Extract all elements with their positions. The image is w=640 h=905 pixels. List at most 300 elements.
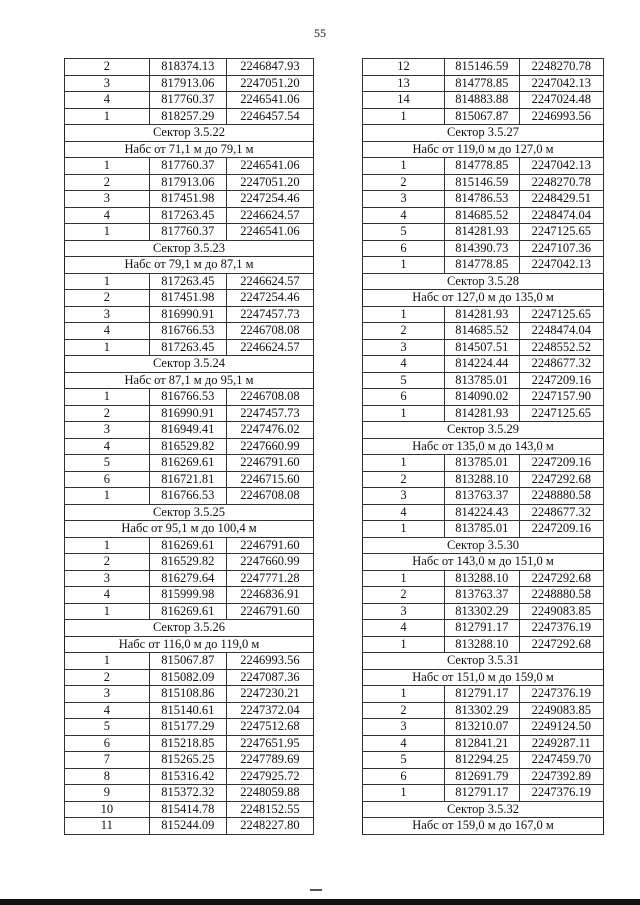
- coordinate-row: [363, 455, 604, 472]
- coordinate-y: 2246836.91: [226, 587, 313, 604]
- coordinate-x: 813302.29: [444, 702, 519, 719]
- point-number: 2: [65, 405, 150, 422]
- sector-heading-row: [363, 290, 604, 307]
- point-number: 2: [363, 323, 445, 340]
- coordinate-x: 814685.52: [444, 323, 519, 340]
- coordinate-row: [363, 504, 604, 521]
- coordinate-y: 2247209.16: [519, 455, 603, 472]
- coordinate-y: 2247512.68: [226, 719, 313, 736]
- sector-heading: Сектор 3.5.32: [363, 801, 604, 818]
- coordinate-x: 814685.52: [444, 207, 519, 224]
- coordinate-y: 2248474.04: [519, 323, 603, 340]
- point-number: 1: [65, 224, 150, 241]
- coordinate-y: 2247457.73: [226, 306, 313, 323]
- sector-heading: Сектор 3.5.25: [65, 504, 314, 521]
- sector-heading-row: [363, 438, 604, 455]
- coordinate-x: 812791.17: [444, 686, 519, 703]
- coordinate-y: 2246993.56: [226, 653, 313, 670]
- coordinate-x: 816990.91: [149, 306, 226, 323]
- coordinate-x: 813288.10: [444, 636, 519, 653]
- coordinate-y: 2246624.57: [226, 207, 313, 224]
- point-number: 1: [363, 686, 445, 703]
- coordinate-row: [65, 471, 314, 488]
- coordinate-x: 813785.01: [444, 521, 519, 538]
- sector-heading: Набс от 71,1 м до 79,1 м: [65, 141, 314, 158]
- coordinate-y: 2246791.60: [226, 537, 313, 554]
- coordinate-row: [65, 719, 314, 736]
- coordinate-x: 815999.98: [149, 587, 226, 604]
- coordinate-row: [363, 603, 604, 620]
- coordinate-x: 817451.98: [149, 290, 226, 307]
- point-number: 6: [65, 471, 150, 488]
- coordinate-x: 814224.44: [444, 356, 519, 373]
- point-number: 1: [363, 108, 445, 125]
- coordinate-y: 2248677.32: [519, 504, 603, 521]
- coordinate-x: 816279.64: [149, 570, 226, 587]
- sector-heading-row: [363, 554, 604, 571]
- sector-heading-row: [65, 372, 314, 389]
- coordinates-table-left: [64, 58, 314, 835]
- coordinate-x: 818257.29: [149, 108, 226, 125]
- coordinate-row: [363, 59, 604, 76]
- coordinate-y: 2247042.13: [519, 158, 603, 175]
- sector-heading-row: [65, 125, 314, 142]
- point-number: 1: [65, 158, 150, 175]
- coordinate-row: [363, 372, 604, 389]
- coordinate-x: 812691.79: [444, 768, 519, 785]
- coordinate-row: [65, 752, 314, 769]
- coordinate-x: 814786.53: [444, 191, 519, 208]
- coordinate-x: 813763.37: [444, 488, 519, 505]
- point-number: 3: [65, 422, 150, 439]
- coordinate-y: 2247376.19: [519, 620, 603, 637]
- coordinate-y: 2247771.28: [226, 570, 313, 587]
- sector-heading-row: [363, 669, 604, 686]
- coordinate-x: 816766.53: [149, 488, 226, 505]
- coordinate-x: 815265.25: [149, 752, 226, 769]
- coordinate-row: [363, 191, 604, 208]
- coordinate-row: [65, 158, 314, 175]
- coordinate-x: 817760.37: [149, 158, 226, 175]
- coordinate-row: [65, 59, 314, 76]
- coordinate-y: 2248880.58: [519, 587, 603, 604]
- point-number: 11: [65, 818, 150, 835]
- point-number: 4: [65, 92, 150, 109]
- point-number: 1: [65, 273, 150, 290]
- coordinate-row: [363, 306, 604, 323]
- coordinate-x: 816721.81: [149, 471, 226, 488]
- footer-mark: [310, 889, 322, 891]
- coordinates-table-right-body: [363, 59, 604, 835]
- sector-heading: Набс от 135,0 м до 143,0 м: [363, 438, 604, 455]
- coordinate-y: 2247660.99: [226, 438, 313, 455]
- sector-heading: Сектор 3.5.30: [363, 537, 604, 554]
- coordinate-y: 2247209.16: [519, 521, 603, 538]
- coordinate-x: 814778.85: [444, 75, 519, 92]
- coordinate-row: [65, 702, 314, 719]
- point-number: 3: [363, 603, 445, 620]
- point-number: 3: [363, 488, 445, 505]
- coordinate-row: [65, 735, 314, 752]
- coordinate-x: 814390.73: [444, 240, 519, 257]
- coordinate-y: 2247789.69: [226, 752, 313, 769]
- coordinate-y: 2247125.65: [519, 224, 603, 241]
- sector-heading-row: [65, 356, 314, 373]
- coordinate-row: [65, 323, 314, 340]
- coordinate-x: 815146.59: [444, 174, 519, 191]
- coordinate-row: [65, 455, 314, 472]
- point-number: 3: [65, 570, 150, 587]
- coordinate-y: 2247392.89: [519, 768, 603, 785]
- point-number: 1: [363, 636, 445, 653]
- point-number: 1: [65, 389, 150, 406]
- point-number: 1: [363, 257, 445, 274]
- coordinate-y: 2247230.21: [226, 686, 313, 703]
- coordinate-y: 2248677.32: [519, 356, 603, 373]
- point-number: 12: [363, 59, 445, 76]
- coordinate-y: 2247024.48: [519, 92, 603, 109]
- coordinate-x: 815218.85: [149, 735, 226, 752]
- coordinate-y: 2247457.73: [226, 405, 313, 422]
- coordinate-x: 816269.61: [149, 537, 226, 554]
- coordinate-row: [363, 620, 604, 637]
- point-number: 1: [363, 785, 445, 802]
- coordinate-x: 817263.45: [149, 339, 226, 356]
- coordinate-row: [65, 653, 314, 670]
- point-number: 4: [363, 504, 445, 521]
- coordinate-row: [65, 669, 314, 686]
- page-number: 55: [314, 26, 326, 40]
- coordinate-x: 814090.02: [444, 389, 519, 406]
- sector-heading-row: [363, 653, 604, 670]
- coordinate-x: 814507.51: [444, 339, 519, 356]
- coordinate-y: 2247476.02: [226, 422, 313, 439]
- coordinate-y: 2247042.13: [519, 257, 603, 274]
- coordinate-x: 813763.37: [444, 587, 519, 604]
- point-number: 2: [65, 669, 150, 686]
- coordinates-table-left-body: [65, 59, 314, 835]
- coordinate-y: 2246541.06: [226, 224, 313, 241]
- point-number: 3: [65, 191, 150, 208]
- coordinate-y: 2247459.70: [519, 752, 603, 769]
- point-number: 1: [363, 570, 445, 587]
- coordinate-row: [65, 389, 314, 406]
- coordinate-row: [363, 75, 604, 92]
- sector-heading-row: [65, 636, 314, 653]
- coordinate-y: 2247292.68: [519, 570, 603, 587]
- coordinate-y: 2248552.52: [519, 339, 603, 356]
- coordinate-x: 813785.01: [444, 372, 519, 389]
- point-number: 2: [363, 587, 445, 604]
- coordinate-x: 813288.10: [444, 570, 519, 587]
- coordinate-y: 2249124.50: [519, 719, 603, 736]
- coordinate-row: [363, 587, 604, 604]
- coordinate-y: 2247051.20: [226, 174, 313, 191]
- sector-heading-row: [363, 125, 604, 142]
- coordinate-x: 812841.21: [444, 735, 519, 752]
- coordinate-row: [363, 488, 604, 505]
- coordinate-x: 815244.09: [149, 818, 226, 835]
- point-number: 5: [65, 719, 150, 736]
- coordinate-y: 2246708.08: [226, 488, 313, 505]
- sector-heading: Набс от 95,1 м до 100,4 м: [65, 521, 314, 538]
- coordinate-row: [65, 75, 314, 92]
- coordinate-y: 2246791.60: [226, 603, 313, 620]
- point-number: 4: [65, 207, 150, 224]
- point-number: 7: [65, 752, 150, 769]
- coordinate-row: [65, 438, 314, 455]
- coordinate-row: [65, 92, 314, 109]
- coordinate-y: 2246541.06: [226, 92, 313, 109]
- coordinate-y: 2247292.68: [519, 471, 603, 488]
- coordinate-x: 815108.86: [149, 686, 226, 703]
- coordinate-x: 815177.29: [149, 719, 226, 736]
- coordinate-row: [65, 818, 314, 835]
- sector-heading-row: [363, 537, 604, 554]
- coordinate-row: [363, 158, 604, 175]
- point-number: 3: [65, 306, 150, 323]
- coordinate-y: 2247292.68: [519, 636, 603, 653]
- point-number: 5: [363, 372, 445, 389]
- point-number: 1: [363, 455, 445, 472]
- coordinate-x: 814281.93: [444, 405, 519, 422]
- sector-heading: Сектор 3.5.27: [363, 125, 604, 142]
- sector-heading: Сектор 3.5.29: [363, 422, 604, 439]
- coordinate-x: 815372.32: [149, 785, 226, 802]
- coordinate-x: 816766.53: [149, 323, 226, 340]
- coordinate-row: [363, 636, 604, 653]
- coordinate-row: [363, 719, 604, 736]
- point-number: 1: [65, 653, 150, 670]
- coordinate-y: 2248152.55: [226, 801, 313, 818]
- coordinate-y: 2248270.78: [519, 174, 603, 191]
- coordinate-row: [363, 570, 604, 587]
- coordinate-y: 2248880.58: [519, 488, 603, 505]
- coordinate-row: [65, 191, 314, 208]
- coordinate-row: [363, 92, 604, 109]
- point-number: 6: [363, 389, 445, 406]
- coordinate-x: 815316.42: [149, 768, 226, 785]
- point-number: 6: [65, 735, 150, 752]
- point-number: 14: [363, 92, 445, 109]
- point-number: 3: [363, 339, 445, 356]
- point-number: 2: [363, 471, 445, 488]
- coordinate-x: 814224.43: [444, 504, 519, 521]
- coordinate-row: [363, 207, 604, 224]
- coordinate-x: 815146.59: [444, 59, 519, 76]
- coordinate-row: [363, 785, 604, 802]
- coordinate-row: [65, 603, 314, 620]
- coordinate-y: 2247157.90: [519, 389, 603, 406]
- coordinate-y: 2246708.08: [226, 323, 313, 340]
- point-number: 3: [65, 686, 150, 703]
- coordinate-y: 2247372.04: [226, 702, 313, 719]
- coordinate-x: 815067.87: [444, 108, 519, 125]
- coordinate-x: 817913.06: [149, 174, 226, 191]
- coordinate-x: 815414.78: [149, 801, 226, 818]
- point-number: 1: [65, 339, 150, 356]
- point-number: 1: [363, 405, 445, 422]
- sector-heading: Набс от 143,0 м до 151,0 м: [363, 554, 604, 571]
- coordinate-row: [65, 306, 314, 323]
- coordinate-row: [363, 356, 604, 373]
- coordinate-x: 816529.82: [149, 438, 226, 455]
- coordinate-row: [65, 207, 314, 224]
- coordinate-row: [65, 290, 314, 307]
- coordinate-y: 2247107.36: [519, 240, 603, 257]
- coordinate-y: 2249083.85: [519, 702, 603, 719]
- sector-heading: Набс от 159,0 м до 167,0 м: [363, 818, 604, 835]
- point-number: 3: [65, 75, 150, 92]
- coordinate-y: 2247254.46: [226, 191, 313, 208]
- coordinate-row: [65, 686, 314, 703]
- point-number: 5: [363, 224, 445, 241]
- sector-heading: Набс от 119,0 м до 127,0 м: [363, 141, 604, 158]
- point-number: 1: [65, 537, 150, 554]
- point-number: 4: [363, 620, 445, 637]
- point-number: 1: [363, 521, 445, 538]
- coordinate-y: 2246624.57: [226, 339, 313, 356]
- coordinate-row: [65, 339, 314, 356]
- coordinate-x: 816766.53: [149, 389, 226, 406]
- point-number: 4: [363, 735, 445, 752]
- coordinate-y: 2246708.08: [226, 389, 313, 406]
- coordinate-x: 814778.85: [444, 158, 519, 175]
- sector-heading-row: [65, 620, 314, 637]
- coordinate-row: [363, 521, 604, 538]
- coordinate-x: 815082.09: [149, 669, 226, 686]
- sector-heading: Набс от 151,0 м до 159,0 м: [363, 669, 604, 686]
- coordinate-y: 2248059.88: [226, 785, 313, 802]
- coordinate-row: [65, 405, 314, 422]
- point-number: 1: [65, 488, 150, 505]
- coordinate-y: 2247660.99: [226, 554, 313, 571]
- coordinate-row: [363, 405, 604, 422]
- coordinate-y: 2247125.65: [519, 306, 603, 323]
- coordinate-y: 2247087.36: [226, 669, 313, 686]
- coordinate-x: 817760.37: [149, 92, 226, 109]
- coordinate-row: [363, 240, 604, 257]
- coordinate-row: [65, 108, 314, 125]
- point-number: 1: [65, 108, 150, 125]
- coordinate-row: [65, 422, 314, 439]
- coordinate-y: 2249083.85: [519, 603, 603, 620]
- sector-heading-row: [65, 240, 314, 257]
- coordinate-row: [363, 686, 604, 703]
- coordinate-y: 2246624.57: [226, 273, 313, 290]
- coordinate-x: 815140.61: [149, 702, 226, 719]
- sector-heading: Сектор 3.5.31: [363, 653, 604, 670]
- coordinate-x: 814281.93: [444, 224, 519, 241]
- coordinate-y: 2248227.80: [226, 818, 313, 835]
- coordinate-x: 816949.41: [149, 422, 226, 439]
- coordinate-x: 817913.06: [149, 75, 226, 92]
- coordinate-row: [363, 257, 604, 274]
- coordinate-x: 817263.45: [149, 273, 226, 290]
- point-number: 5: [363, 752, 445, 769]
- point-number: 3: [363, 719, 445, 736]
- point-number: 1: [65, 603, 150, 620]
- coordinate-row: [65, 224, 314, 241]
- sector-heading-row: [65, 521, 314, 538]
- sector-heading-row: [65, 504, 314, 521]
- coordinate-row: [65, 554, 314, 571]
- point-number: 4: [65, 438, 150, 455]
- point-number: 13: [363, 75, 445, 92]
- point-number: 4: [65, 323, 150, 340]
- coordinate-x: 812294.25: [444, 752, 519, 769]
- coordinate-y: 2248474.04: [519, 207, 603, 224]
- coordinate-y: 2246847.93: [226, 59, 313, 76]
- sector-heading: Набс от 87,1 м до 95,1 м: [65, 372, 314, 389]
- point-number: 4: [65, 587, 150, 604]
- coordinate-y: 2246993.56: [519, 108, 603, 125]
- coordinate-y: 2247925.72: [226, 768, 313, 785]
- coordinate-y: 2246541.06: [226, 158, 313, 175]
- point-number: 10: [65, 801, 150, 818]
- coordinate-x: 813288.10: [444, 471, 519, 488]
- point-number: 2: [65, 174, 150, 191]
- sector-heading: Набс от 116,0 м до 119,0 м: [65, 636, 314, 653]
- coordinate-row: [65, 570, 314, 587]
- coordinate-y: 2247042.13: [519, 75, 603, 92]
- coordinate-x: 816269.61: [149, 603, 226, 620]
- coordinates-table-right: [362, 58, 604, 835]
- coordinate-y: 2248429.51: [519, 191, 603, 208]
- coordinate-row: [363, 735, 604, 752]
- coordinate-x: 817263.45: [149, 207, 226, 224]
- sector-heading: Сектор 3.5.24: [65, 356, 314, 373]
- sector-heading-row: [65, 257, 314, 274]
- point-number: 1: [363, 158, 445, 175]
- point-number: 6: [363, 240, 445, 257]
- coordinate-row: [363, 768, 604, 785]
- coordinate-y: 2249287.11: [519, 735, 603, 752]
- point-number: 2: [65, 59, 150, 76]
- coordinate-x: 812791.17: [444, 785, 519, 802]
- point-number: 3: [363, 191, 445, 208]
- coordinate-y: 2247376.19: [519, 785, 603, 802]
- coordinate-x: 817451.98: [149, 191, 226, 208]
- coordinate-y: 2246457.54: [226, 108, 313, 125]
- coordinate-x: 817760.37: [149, 224, 226, 241]
- point-number: 4: [363, 207, 445, 224]
- coordinate-x: 818374.13: [149, 59, 226, 76]
- coordinate-row: [65, 273, 314, 290]
- coordinate-y: 2247651.95: [226, 735, 313, 752]
- sector-heading-row: [363, 141, 604, 158]
- coordinate-x: 813785.01: [444, 455, 519, 472]
- coordinate-row: [65, 801, 314, 818]
- coordinate-x: 812791.17: [444, 620, 519, 637]
- coordinate-y: 2247376.19: [519, 686, 603, 703]
- coordinate-row: [363, 752, 604, 769]
- sector-heading-row: [363, 818, 604, 835]
- coordinate-row: [65, 768, 314, 785]
- point-number: 8: [65, 768, 150, 785]
- point-number: 2: [65, 290, 150, 307]
- point-number: 2: [363, 174, 445, 191]
- coordinate-row: [363, 323, 604, 340]
- coordinate-x: 813302.29: [444, 603, 519, 620]
- sector-heading: Сектор 3.5.23: [65, 240, 314, 257]
- coordinate-x: 816990.91: [149, 405, 226, 422]
- point-number: 4: [363, 356, 445, 373]
- coordinate-y: 2246715.60: [226, 471, 313, 488]
- point-number: 5: [65, 455, 150, 472]
- coordinate-x: 815067.87: [149, 653, 226, 670]
- coordinate-row: [363, 702, 604, 719]
